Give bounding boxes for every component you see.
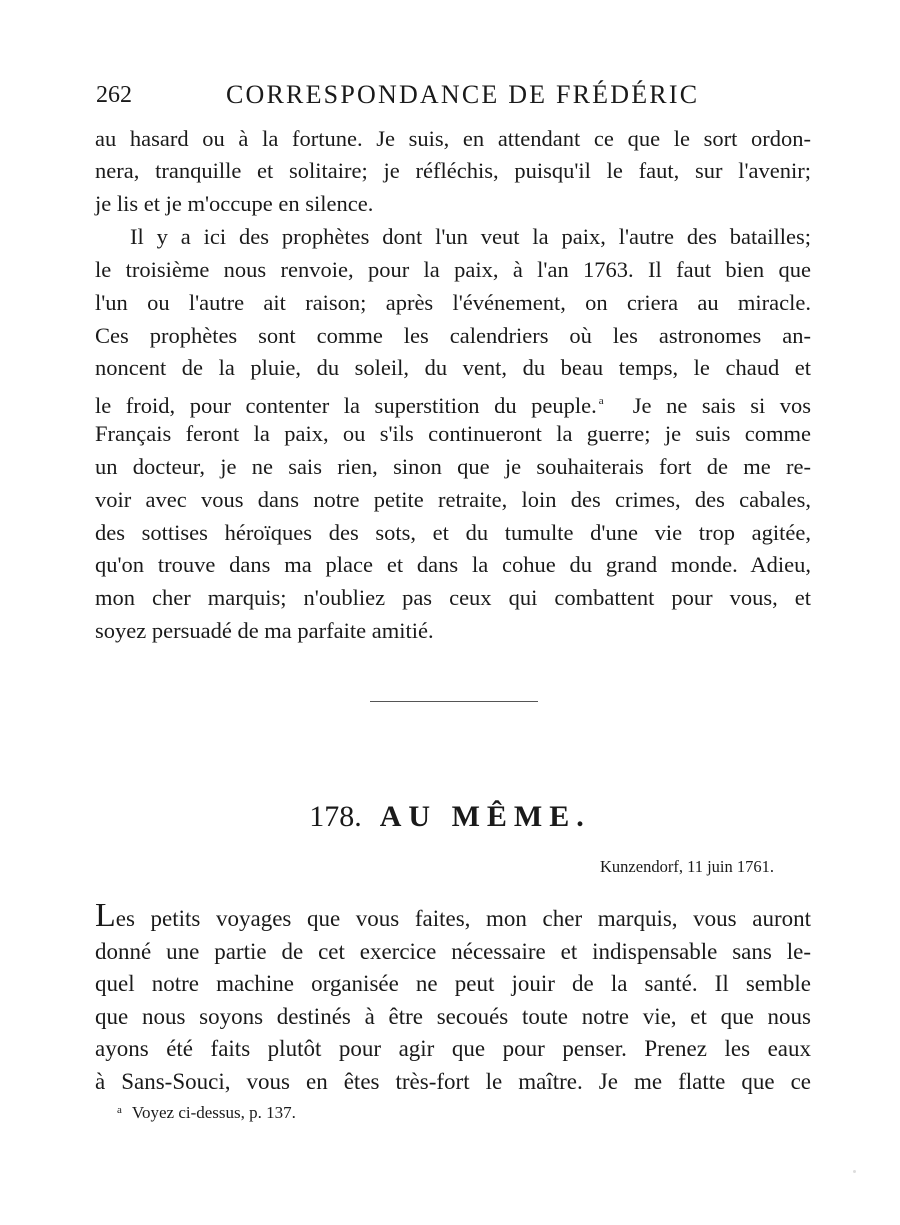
text-line: le troisième nous renvoie, pour la paix, à l'an 1763. Il faut bien que [95,257,811,282]
paper-speck [853,1170,856,1173]
text-line: mon cher marquis; n'oubliez pas ceux qui combattent pour vous, et [95,585,811,610]
text-line: que nous soyons destinés à être secoués toute notre vie, et que nous [95,1004,811,1029]
text-line: ayons été faits plutôt pour agir que pour penser. Prenez les eaux [95,1036,811,1061]
text-line: des sottises héroïques des sots, et du tumulte d'une vie trop agitée, [95,520,811,545]
text-line: Ces prophètes sont comme les calendriers où les astronomes an- [95,323,811,348]
text-line: soyez persuadé de ma parfaite amitié. [95,618,434,643]
letter-addressee: AU MÊME. [379,800,591,833]
letter-dateline: Kunzendorf, 11 juin 1761. [600,857,774,876]
text-line: Il y a ici des prophètes dont l'un veut la paix, l'autre des batailles; [130,224,811,249]
text-line: Français feront la paix, ou s'ils continueront la guerre; je suis comme [95,421,811,446]
footnote-reference[interactable]: a [598,395,604,407]
text-line: l'un ou l'autre ait raison; après l'événement, on criera au miracle. [95,290,811,315]
text-line: donné une partie de cet exercice nécessaire et indispensable sans le- [95,939,811,964]
letter-heading [0,800,900,834]
text-line: voir avec vous dans notre petite retraite, loin des crimes, des cabales, [95,487,811,512]
section-divider [370,701,538,702]
text-line: qu'on trouve dans ma place et dans la cohue du grand monde. Adieu, [95,552,811,577]
running-title: CORRESPONDANCE DE FRÉDÉRIC [226,80,700,109]
footnote [117,1103,296,1123]
text-line: nera, tranquille et solitaire; je réfléchis, puisqu'il le faut, sur l'avenir; [95,158,811,183]
text-segment: Je ne sais si vos [632,393,812,418]
text-line: au hasard ou à la fortune. Je suis, en attendant ce que le sort ordon- [95,126,811,151]
text-line: noncent de la pluie, du soleil, du vent, du beau temps, le chaud et [95,355,811,380]
drop-cap: L [95,897,116,934]
text-segment: es petits voyages que vous faites, mon cher marquis, vous auront [115,906,811,931]
text-line-with-footnote-ref [95,386,811,416]
running-head [96,80,816,110]
text-line: je lis et je m'occupe en silence. [95,191,374,216]
text-line-with-dropcap [95,897,811,935]
letter-number: 178. [309,800,362,833]
text-line: à Sans-Souci, vous en êtes très-fort le maître. Je me flatte que ce [95,1069,811,1094]
page-number: 262 [96,82,132,108]
text-segment: le froid, pour contenter la superstition du peuple. [95,393,597,418]
footnote-mark: a [117,1104,122,1116]
text-line: un docteur, je ne sais rien, sinon que je souhaiterais fort de me re- [95,454,811,479]
footnote-text: Voyez ci-dessus, p. 137. [131,1103,296,1122]
text-line: quel notre machine organisée ne peut jouir de la santé. Il semble [95,971,811,996]
